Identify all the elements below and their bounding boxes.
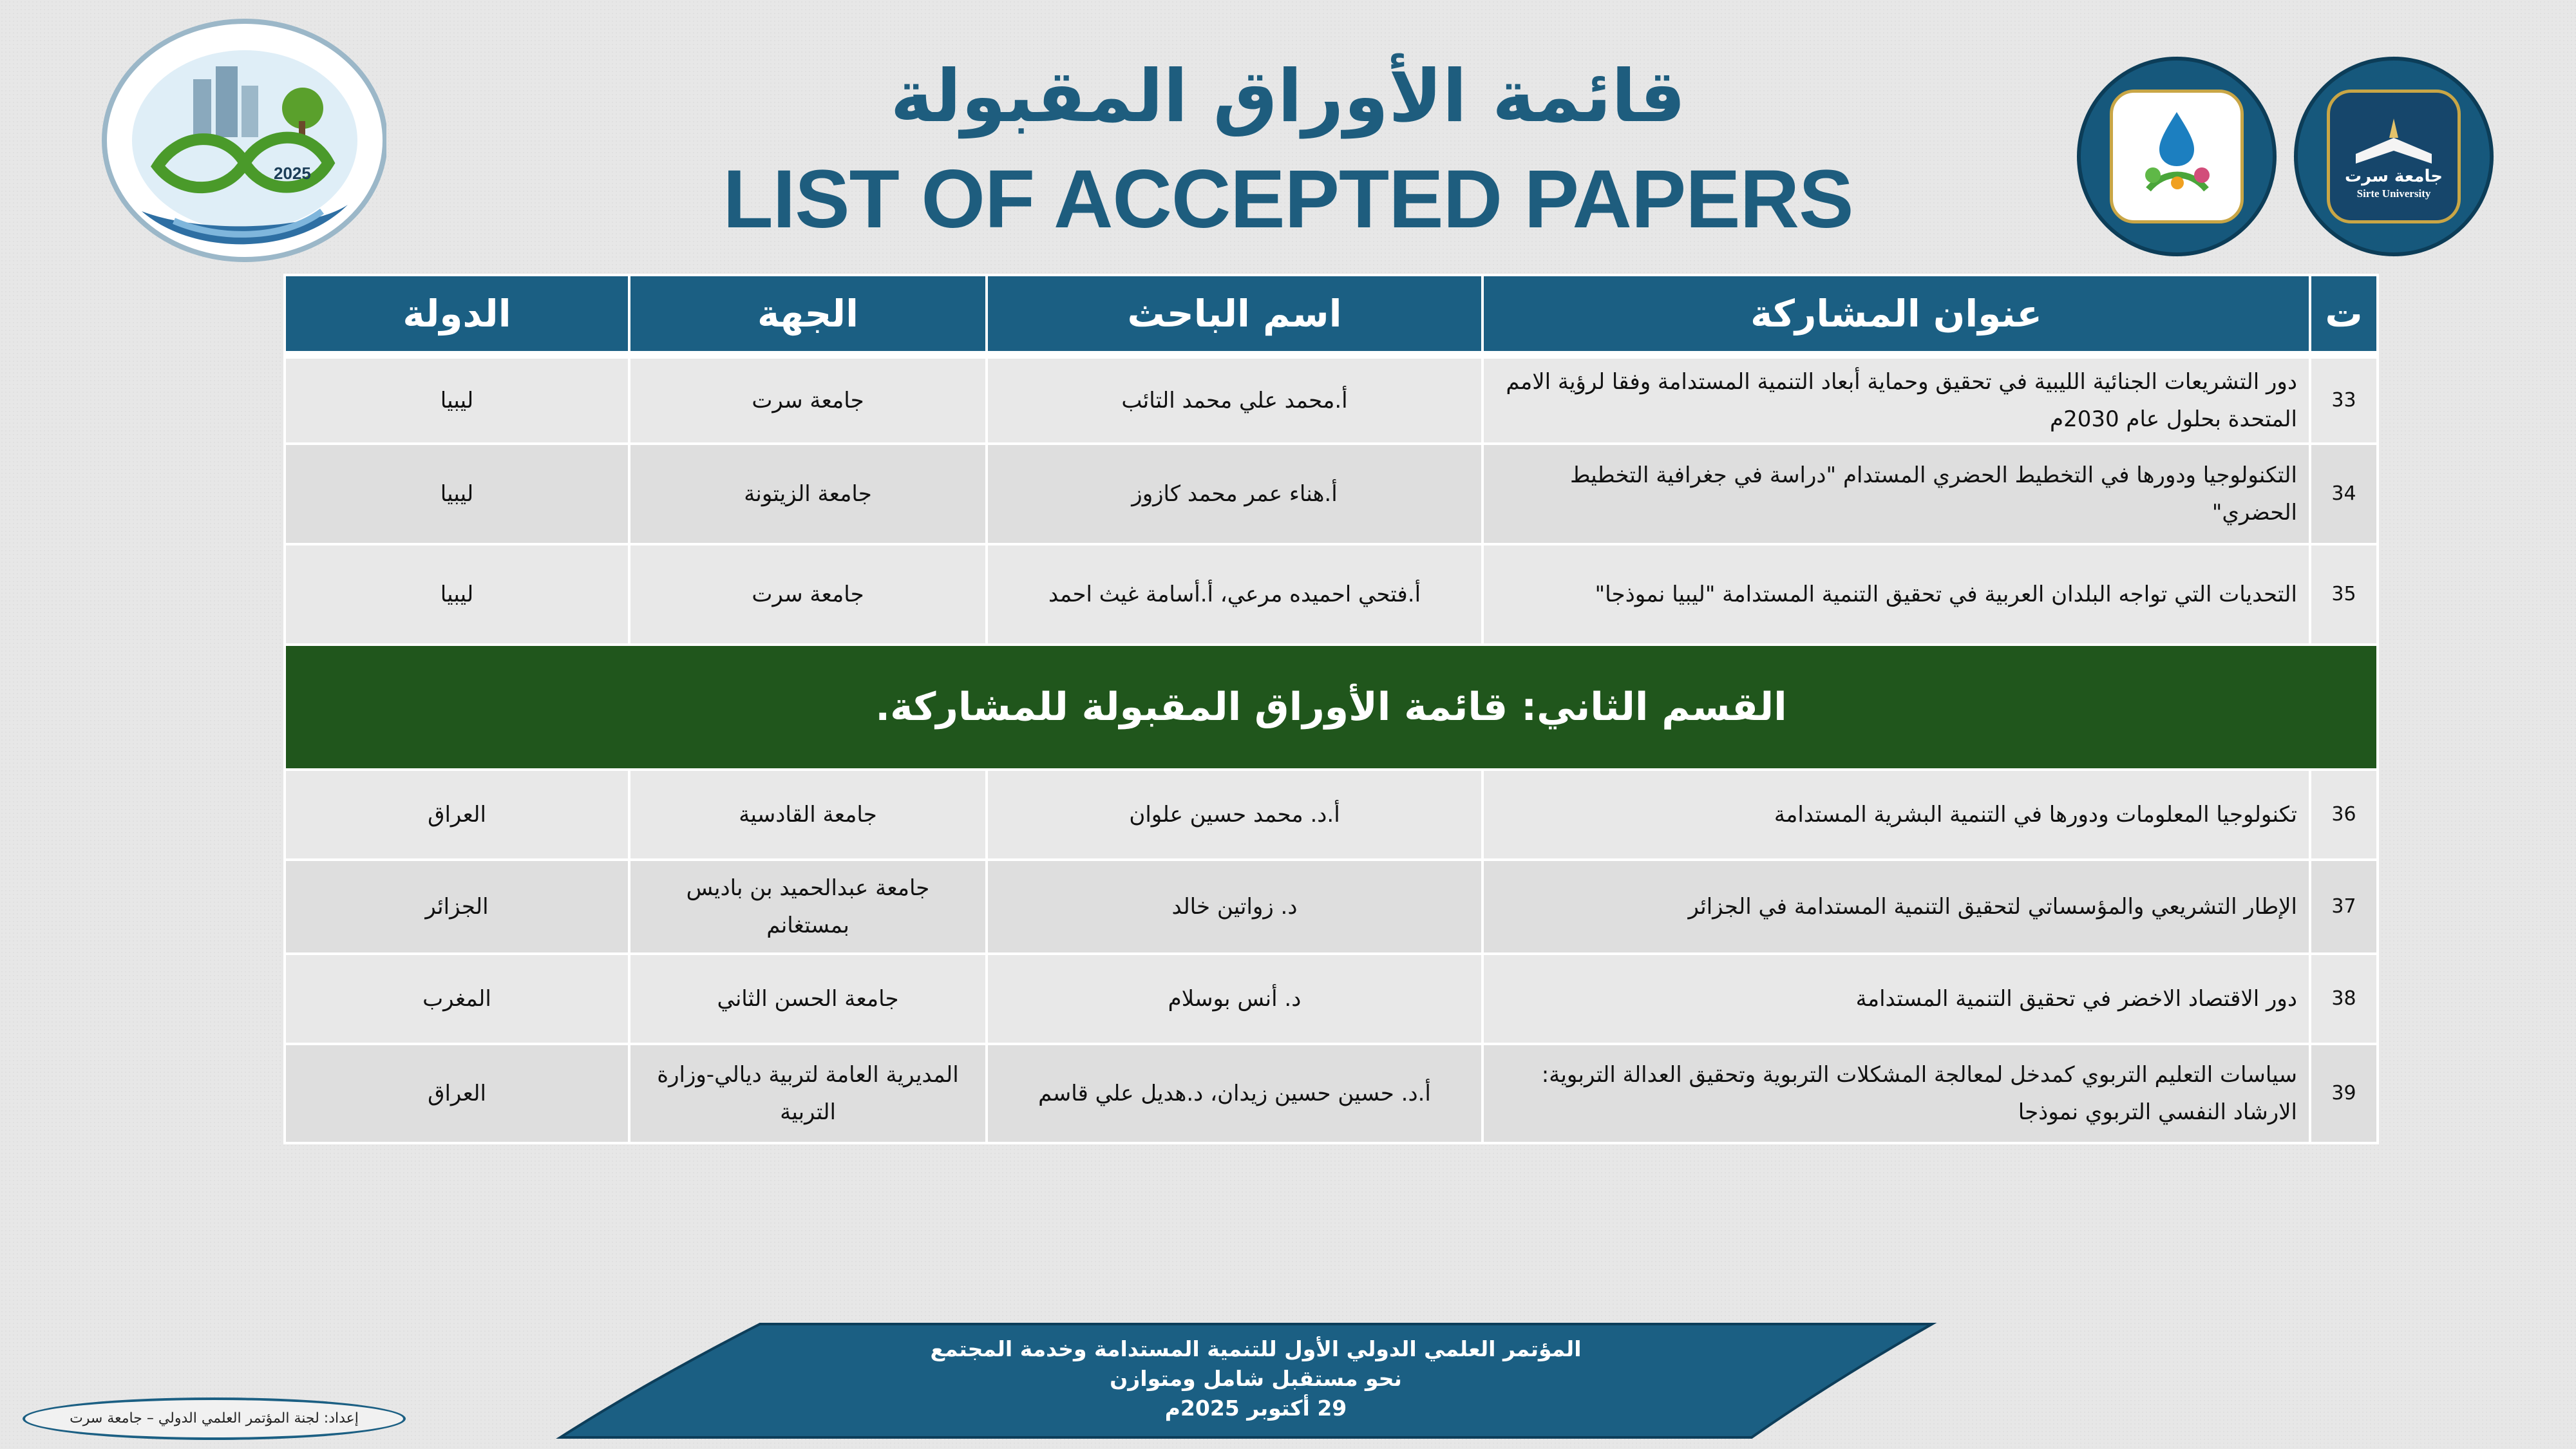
row-number: 39 bbox=[2310, 1044, 2378, 1143]
column-header-institution: الجهة bbox=[629, 275, 987, 355]
section-label: القسم الثاني: قائمة الأوراق المقبولة للمشاركة. bbox=[285, 645, 2378, 770]
row-number: 34 bbox=[2310, 444, 2378, 544]
researcher-name: أ.د. محمد حسين علوان bbox=[987, 770, 1482, 860]
row-number: 36 bbox=[2310, 770, 2378, 860]
institution: جامعة القادسية bbox=[629, 770, 987, 860]
table-row bbox=[285, 355, 2378, 444]
accepted-papers-table bbox=[283, 274, 2379, 1144]
banner-line-1: المؤتمر العلمي الدولي الأول للتنمية المستدامة وخدمة المجتمع bbox=[930, 1336, 1582, 1361]
column-header-title: عنوان المشاركة bbox=[1482, 275, 2310, 355]
institution: جامعة سرت bbox=[629, 544, 987, 645]
country: ليبيا bbox=[285, 544, 629, 645]
paper-title: تكنولوجيا المعلومات ودورها في التنمية البشرية المستدامة bbox=[1482, 770, 2310, 860]
section-header-row bbox=[285, 645, 2378, 770]
credit-label: إعداد: لجنة المؤتمر العلمي الدولي – جامعة سرت bbox=[23, 1397, 406, 1440]
paper-title: التكنولوجيا ودورها في التخطيط الحضري المستدام "دراسة في جغرافية التخطيط الحضري" bbox=[1482, 444, 2310, 544]
country: الجزائر bbox=[285, 860, 629, 954]
page-title-arabic: قائمة الأوراق المقبولة bbox=[890, 55, 1686, 138]
row-number: 38 bbox=[2310, 954, 2378, 1044]
table-row bbox=[285, 1044, 2378, 1143]
svg-text:Sirte University: Sirte University bbox=[2356, 187, 2431, 200]
institution: جامعة الزيتونة bbox=[629, 444, 987, 544]
svg-text:جامعة سرت: جامعة سرت bbox=[2345, 167, 2443, 186]
country: ليبيا bbox=[285, 355, 629, 444]
institution: جامعة سرت bbox=[629, 355, 987, 444]
country: ليبيا bbox=[285, 444, 629, 544]
banner-line-2: نحو مستقبل شامل ومتوازن bbox=[1110, 1366, 1402, 1391]
table-row bbox=[285, 770, 2378, 860]
column-header-researcher: اسم الباحث bbox=[987, 275, 1482, 355]
researcher-name: أ.د. حسين حسين زيدان، د.هديل علي قاسم bbox=[987, 1044, 1482, 1143]
researcher-name: د. أنس بوسلام bbox=[987, 954, 1482, 1044]
table-row bbox=[285, 954, 2378, 1044]
conference-logo bbox=[97, 18, 386, 269]
table-row bbox=[285, 444, 2378, 544]
institution: جامعة الحسن الثاني bbox=[629, 954, 987, 1044]
table-header-row bbox=[285, 275, 2378, 355]
row-number: 35 bbox=[2310, 544, 2378, 645]
paper-title: التحديات التي تواجه البلدان العربية في تحقيق التنمية المستدامة "ليبيا نموذجا" bbox=[1482, 544, 2310, 645]
paper-title: الإطار التشريعي والمؤسساتي لتحقيق التنمية المستدامة في الجزائر bbox=[1482, 860, 2310, 954]
sirte-university-logo bbox=[2294, 57, 2494, 256]
country: العراق bbox=[285, 770, 629, 860]
researcher-name: أ.فتحي احميده مرعي، أ.أسامة غيث احمد bbox=[987, 544, 1482, 645]
banner-line-3: 29 أكتوبر 2025م bbox=[1164, 1396, 1347, 1421]
water-drop-icon bbox=[2159, 112, 2194, 166]
paper-title: سياسات التعليم التربوي كمدخل لمعالجة المشكلات التربوية وتحقيق العدالة التربوية: الارشاد النفسي التربوي نموذجا bbox=[1482, 1044, 2310, 1143]
row-number: 33 bbox=[2310, 355, 2378, 444]
book-icon bbox=[2356, 138, 2432, 164]
institution: جامعة عبدالحميد بن باديس بمستغانم bbox=[629, 860, 987, 954]
logo-year: 2025 bbox=[274, 164, 311, 183]
row-number: 37 bbox=[2310, 860, 2378, 954]
researcher-name: د. زواتين خالد bbox=[987, 860, 1482, 954]
faculty-logo bbox=[2077, 57, 2277, 256]
page-title-english: LIST OF ACCEPTED PAPERS bbox=[723, 153, 1853, 245]
banner-text bbox=[902, 1334, 1610, 1423]
table-row bbox=[285, 860, 2378, 954]
paper-title: دور الاقتصاد الاخضر في تحقيق التنمية المستدامة bbox=[1482, 954, 2310, 1044]
column-header-number: ت bbox=[2310, 275, 2378, 355]
researcher-name: أ.هناء عمر محمد كازوز bbox=[987, 444, 1482, 544]
institution: المديرية العامة لتربية ديالي-وزارة التربية bbox=[629, 1044, 987, 1143]
country: المغرب bbox=[285, 954, 629, 1044]
paper-title: دور التشريعات الجنائية الليبية في تحقيق وحماية أبعاد التنمية المستدامة وفقا لرؤية الامم المتحدة بحلول عام 2030م bbox=[1482, 355, 2310, 444]
table-row bbox=[285, 544, 2378, 645]
researcher-name: أ.محمد علي محمد التائب bbox=[987, 355, 1482, 444]
country: العراق bbox=[285, 1044, 629, 1143]
column-header-country: الدولة bbox=[285, 275, 629, 355]
